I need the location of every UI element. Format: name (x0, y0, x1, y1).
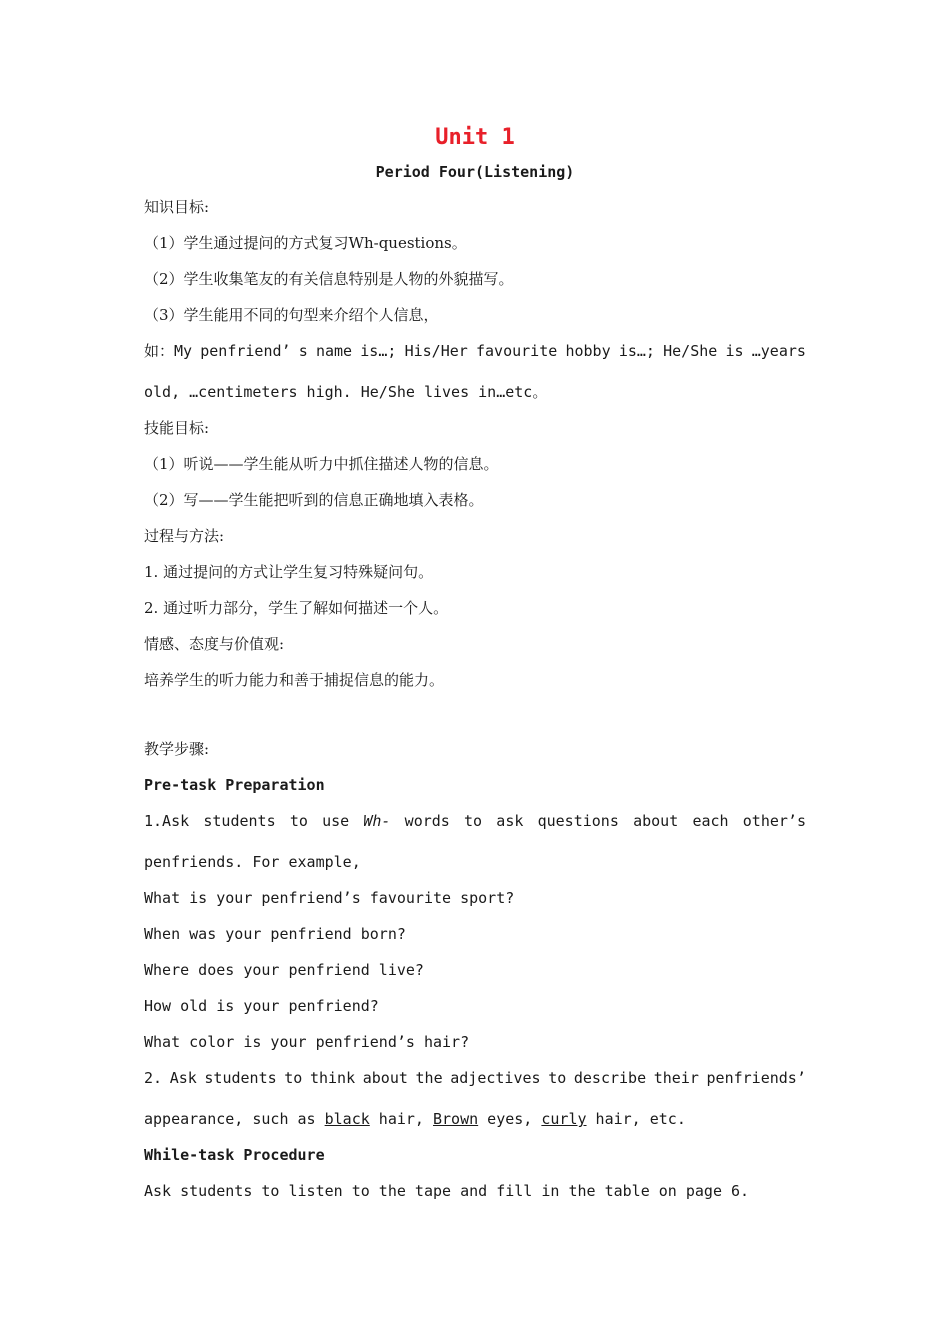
skills-item-2: （2）写——学生能把听到的信息正确地填入表格。 (144, 491, 484, 509)
word: favourite (476, 342, 558, 360)
word: the (415, 1069, 443, 1087)
emotion-heading: 情感、态度与价值观: (144, 635, 285, 653)
pre-task-item-2-line-2 (144, 1109, 686, 1129)
word: describe (573, 1069, 647, 1087)
knowledge-item-1: （1）学生通过提问的方式复习Wh-questions。 (144, 234, 467, 252)
word: use (322, 812, 350, 830)
word: each (692, 812, 729, 830)
question-5: What color is your penfriend’s hair? (144, 1033, 470, 1051)
text: appearance, such as (144, 1110, 325, 1128)
word: 如：My (144, 342, 193, 360)
while-task-text: Ask students to listen to the tape and fill in the table on page 6. (144, 1182, 750, 1200)
word: 1.Ask (144, 812, 190, 830)
word: name (315, 342, 353, 360)
word: hobby (565, 342, 611, 360)
word: students (203, 812, 276, 830)
question-3: Where does your penfriend live? (144, 961, 424, 979)
while-task-heading: While-task Procedure (144, 1146, 325, 1164)
text: eyes, (478, 1110, 542, 1128)
word: to (289, 812, 308, 830)
process-item-1: 1. 通过提问的方式让学生复习特殊疑问句。 (144, 563, 434, 581)
word: Ask (169, 1069, 197, 1087)
word: adjectives (450, 1069, 541, 1087)
word: His/Her (404, 342, 468, 360)
text: hair, (369, 1110, 433, 1128)
pre-task-heading: Pre-task Preparation (144, 776, 325, 794)
word: is (725, 342, 744, 360)
underlined-word: curly (541, 1110, 587, 1128)
question-4: How old is your penfriend? (144, 997, 379, 1015)
word: students (204, 1069, 277, 1087)
steps-heading: 教学步骤: (144, 740, 210, 758)
word: about (633, 812, 679, 830)
pre-task-item-1-line-1 (144, 811, 806, 831)
word: questions (537, 812, 619, 830)
knowledge-item-2: （2）学生收集笔友的有关信息特别是人物的外貌描写。 (144, 270, 514, 288)
word: is…; (360, 342, 397, 360)
skills-item-1: （1）听说——学生能从听力中抓住描述人物的信息。 (144, 455, 499, 473)
word: is…; (618, 342, 655, 360)
process-heading: 过程与方法: (144, 527, 225, 545)
question-2: When was your penfriend born? (144, 925, 406, 943)
question-1: What is your penfriend’s favourite sport? (144, 889, 515, 907)
emotion-text: 培养学生的听力能力和善于捕捉信息的能力。 (144, 671, 445, 689)
word: about (362, 1069, 408, 1087)
skills-heading: 技能目标: (144, 419, 210, 437)
word: words (404, 812, 450, 830)
word: penfriend’ (200, 342, 291, 360)
word: think (309, 1069, 356, 1087)
word: other’s (742, 812, 806, 830)
knowledge-example-line-1 (144, 341, 806, 361)
word: 2. (144, 1069, 163, 1087)
knowledge-example-line-2: old, …centimeters high. He/She lives in…etc。 (144, 383, 548, 401)
word: He/She (663, 342, 718, 360)
word: to (548, 1069, 567, 1087)
word: their (653, 1069, 699, 1087)
underlined-word: Brown (433, 1110, 479, 1128)
word: penfriends’ (706, 1069, 806, 1087)
word: to (284, 1069, 303, 1087)
underlined-word: black (324, 1110, 370, 1128)
word: …years (751, 342, 806, 360)
process-item-2: 2. 通过听力部分，学生了解如何描述一个人。 (144, 599, 449, 617)
word: s (298, 342, 308, 360)
pre-task-item-1-line-2: penfriends. For example, (144, 853, 361, 871)
knowledge-heading: 知识目标: (144, 198, 210, 216)
knowledge-item-3: （3）学生能用不同的句型来介绍个人信息， (144, 306, 439, 324)
word: to (464, 812, 483, 830)
text: hair, etc. (586, 1110, 686, 1128)
word: ask (496, 812, 524, 830)
page-subtitle: Period Four(Listening) (375, 163, 575, 181)
pre-task-item-2-line-1 (144, 1068, 806, 1088)
word-italic: Wh- (363, 812, 391, 830)
page-title: Unit 1 (435, 125, 515, 150)
